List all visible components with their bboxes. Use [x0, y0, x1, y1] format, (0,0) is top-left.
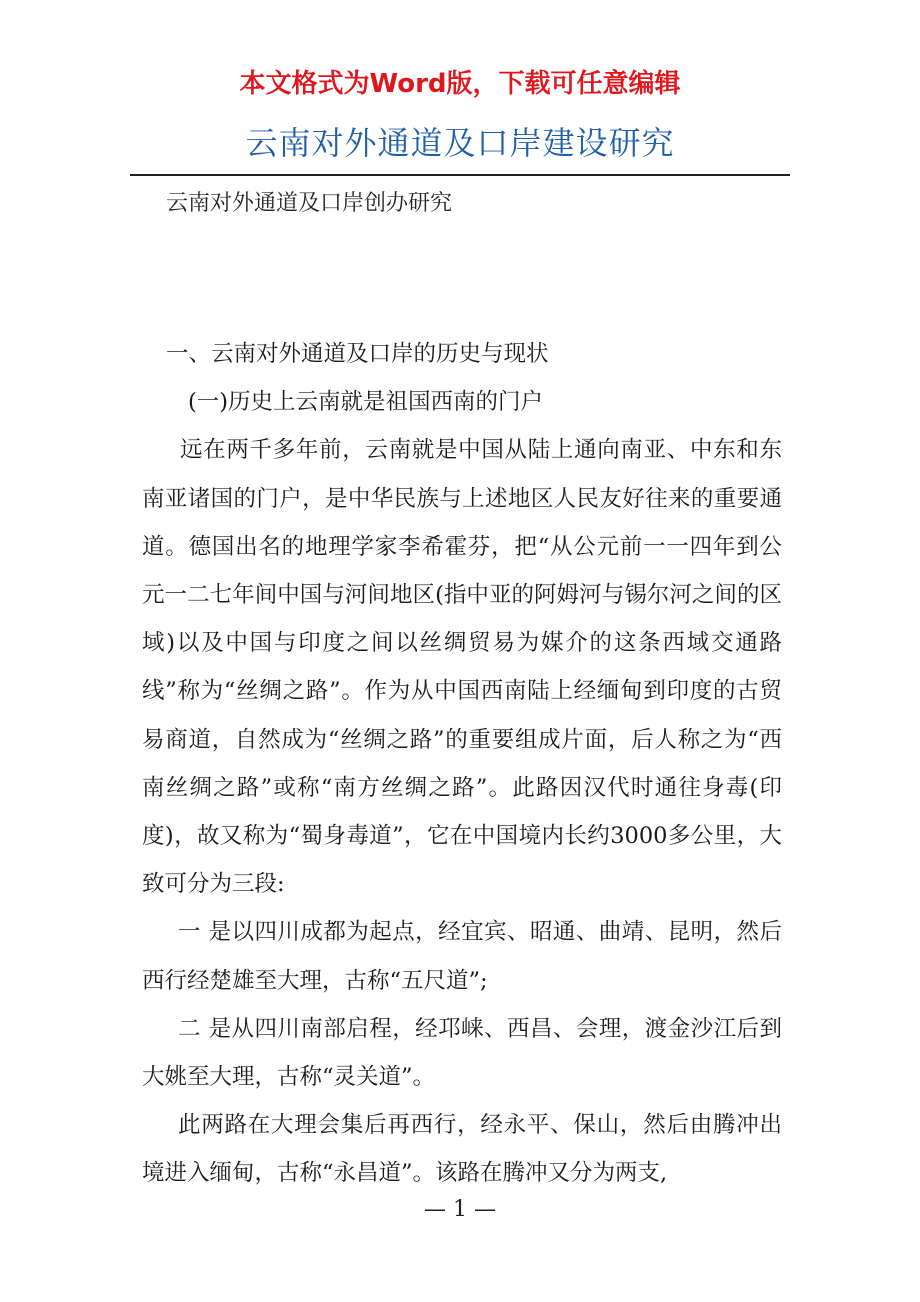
- paragraph: 远在两千多年前，云南就是中国从陆上通向南亚、中东和东南亚诸国的门户，是中华民族与上述地区人民友好往来的重要通道。德国出名的地理学家李希霍芬，把“从公元前一一四年到公元一二七年间中国与河间地区(指中亚的阿姆河与锡尔河之间的区域)以及中国与印度之间以丝绸贸易为媒介的这条西域交通路线”称为“丝绸之路”。作为从中国西南陆上经缅甸到印度的古贸易商道，自然成为“丝绸之路”的重要组成片面，后人称之为“西南丝绸之路”或称“南方丝绸之路”。此路因汉代时通往身毒(印度)，故又称为“蜀身毒道”，它在中国境内长约3000多公里，大致可分为三段:: [142, 437, 782, 898]
- paragraph: 此两路在大理会集后再西行，经永平、保山，然后由腾冲出境进入缅甸，古称“永昌道”。该路在腾冲又分为两支,: [142, 1112, 782, 1187]
- page-number: — 1 —: [424, 1197, 496, 1222]
- paragraph: 一 是以四川成都为起点，经宜宾、昭通、曲靖、昆明，然后西行经楚雄至大理，古称“五尺道”;: [142, 919, 782, 994]
- document-subheading: 云南对外通道及口岸创办研究: [166, 191, 453, 216]
- format-notice: 本文格式为Word版，下载可任意编辑: [239, 69, 681, 99]
- subsection-heading: (一)历史上云南就是祖国西南的门户: [188, 389, 544, 416]
- section-heading: 一、云南对外通道及口岸的历史与现状: [166, 341, 549, 367]
- document-body: [142, 330, 782, 1198]
- paragraph: 二 是从四川南部启程，经邛崃、西昌、会理，渡金沙江后到大姚至大理，古称“灵关道”。: [142, 1015, 782, 1091]
- title-divider: [130, 174, 790, 176]
- document-title: 云南对外通道及口岸建设研究: [245, 124, 675, 162]
